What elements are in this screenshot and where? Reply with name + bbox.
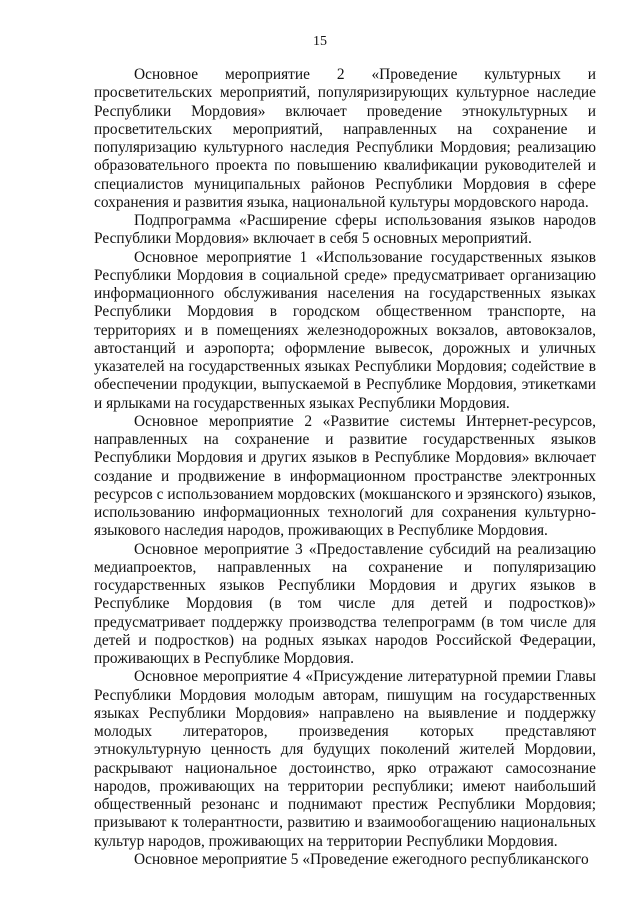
paragraph-main-event-2-culture: Основное мероприятие 2 «Проведение культурных и просветительских мероприятий, популяризирующих культурное наследие Республики Мордовия» включает проведение этнокультурных и просветительских мероприятий, направленных на сохранение и популяризацию культурного наследия Республики Мордовия; реализацию образовательного проекта по повышению квалификации руководителей и специалистов муниципальных районов Республики Мордовия в сфере сохранения и развития языка, национальной культуры мордовского народа.	[94, 66, 596, 211]
page-number: 15	[313, 34, 327, 49]
paragraph-main-event-3-media-subsidies: Основное мероприятие 3 «Предоставление субсидий на реализацию медиапроектов, направленных на сохранение и популяризацию государственных языков Республики Мордовия и других языков в Республике Мордовия (в том числе для детей и подростков)» предусматривает поддержку производства телепрограмм (в том числе для детей и подростков) на родных языках народов Российской Федерации, проживающих в Республике Мордовия.	[94, 540, 596, 667]
paragraph-main-event-5-annual: Основное мероприятие 5 «Проведение ежегодного республиканского	[134, 850, 589, 868]
document-body	[94, 66, 596, 869]
paragraph-main-event-1-social-environment: Основное мероприятие 1 «Использование государственных языков Республики Мордовия в социальной среде» предусматривает организацию информационного обслуживания населения на государственных языках Республики Мордовия в городском общественном транспорте, на территориях и в помещениях железнодорожных вокзалов, автовокзалов, автостанций и аэропорта; оформление вывесок, дорожных и уличных указателей на государственных языках Республики Мордовия; содействие в обеспечении продукции, выпускаемой в Республике Мордовия, этикетками и ярлыками на государственных языках Республики Мордовия.	[94, 248, 596, 412]
paragraph-main-event-2-internet-resources: Основное мероприятие 2 «Развитие системы Интернет-ресурсов, направленных на сохранение и развитие государственных языков Республики Мордовия и других языков в Республике Мордовия» включает создание и продвижение в информационном пространстве электронных ресурсов с использованием мордовских (мокшанского и эрзянского) языков, использованию информационных технологий для сохранения культурно-языкового наследия народов, проживающих в Республике Мордовия.	[94, 412, 596, 540]
paragraph-subprogram-languages: Подпрограмма «Расширение сферы использования языков народов Республики Мордовия» включает в себя 5 основных мероприятий.	[94, 212, 596, 248]
paragraph-main-event-4-literary-prize: Основное мероприятие 4 «Присуждение литературной премии Главы Республики Мордовия молодым авторам, пишущим на государственных языках Республики Мордовия» направлено на выявление и поддержку молодых литераторов, произведения которых представляют этнокультурную ценность для будущих поколений жителей Мордовии, раскрывают национальное достоинство, ярко отражают самосознание народов, проживающих на территории республики; имеют наибольший общественный резонанс и поднимают престиж Республики Мордовия; призывают к толерантности, развитию и взаимообогащению национальных культур народов, проживающих на территории Республики Мордовия.	[94, 668, 596, 850]
